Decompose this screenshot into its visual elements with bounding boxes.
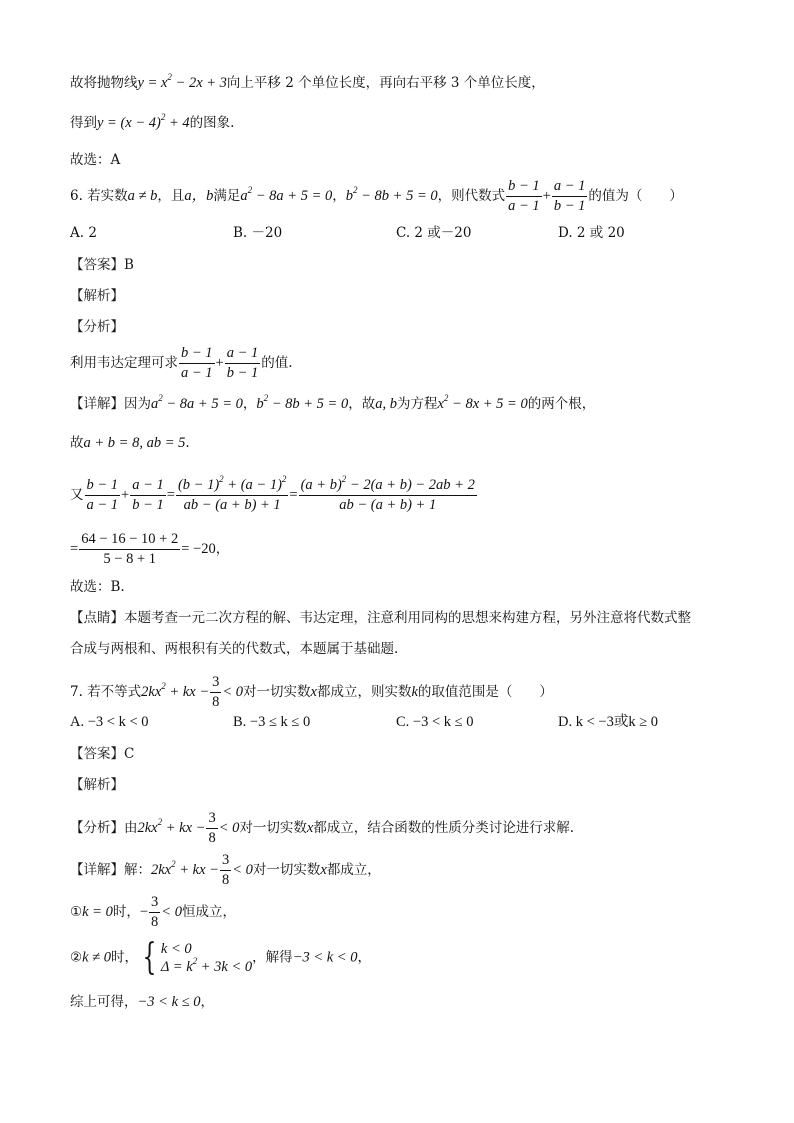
fraction: $\frac{a - 1}{b - 1}$ — [226, 345, 259, 381]
equation: k = 0 — [82, 904, 113, 920]
answer-label: 【答案】B — [70, 257, 134, 273]
result: = −20 — [181, 541, 216, 557]
analysis-label: 【解析】 — [70, 777, 124, 793]
text: . — [185, 435, 190, 451]
equation: a + b = 8, ab = 5 — [83, 435, 186, 451]
text: 故将抛物线 — [70, 75, 138, 91]
equation: $2kx^2$ + kx − — [137, 817, 206, 836]
equation: < 0 — [222, 684, 244, 700]
detail-line-1 — [70, 395, 595, 413]
text: 的图象. — [189, 115, 235, 131]
system-of-inequalities: k < 0 $\Delta = k^2 + 3k < 0$ — [160, 941, 253, 975]
choice-line: 故选：B. — [70, 579, 125, 595]
reasoning-line: 【分析】由$2kx^2$ + kx − $\frac{3}{8}$ < 0对一切实数x都成立，结合函数的性质分类讨论进行求解. — [70, 810, 575, 846]
text: ， — [242, 396, 257, 412]
question-7: 7. 若不等式$2kx^2$ + kx − $\frac{3}{8}$ < 0对一切实数x都成立，则实数k的取值范围是（ ） — [70, 674, 553, 710]
text: 6. 若实数 — [70, 188, 128, 204]
text: 为方程 — [396, 396, 438, 412]
detail-line-4: = $\frac{64 - 16 - 10 + 2}{5 - 8 + 1}$ = −20， — [70, 531, 230, 567]
equation: $a^2 - 8a + 5 = 0$ — [151, 393, 243, 412]
brace: { — [142, 937, 157, 978]
text: 对一切实数 — [243, 684, 311, 700]
analysis-label: 【解析】 — [70, 288, 124, 304]
fraction: $\frac{a - 1}{b - 1}$ — [132, 477, 164, 513]
equation: $x^2 - 8x + 5 = 0$ — [437, 393, 528, 412]
text: 的两个根， — [527, 396, 596, 412]
text: 得到 — [70, 115, 97, 131]
fraction: $\frac{(a + b)^2 - 2(a + b) - 2ab + 2}{ab - (a + b) + 1}$ — [300, 474, 475, 513]
option-c: C. −3 < k ≤ 0 — [396, 714, 474, 730]
detail-line-1: 【详解】解：$2kx^2$ + kx − $\frac{3}{8}$ < 0对一切实数x都成立， — [70, 852, 381, 888]
text: 的值. — [261, 355, 293, 371]
text: 利用韦达定理可求 — [70, 355, 178, 371]
text: 故 — [70, 435, 84, 451]
fraction: $\frac{3}{8}$ — [212, 674, 220, 710]
case-1: ①k = 0时，− $\frac{3}{8}$ < 0恒成立， — [70, 894, 236, 930]
reasoning-text: 利用韦达定理可求 $\frac{b - 1}{a - 1}$ + $\frac{a - 1}{b - 1}$ 的值. — [70, 345, 293, 381]
fraction: $\frac{b - 1}{a - 1}$ — [181, 345, 213, 381]
text: 向上平移 2 个单位长度，再向右平移 3 个单位长度， — [226, 75, 545, 91]
fraction: $\frac{b - 1}{a - 1}$ — [86, 477, 119, 513]
equation: $a^2 - 8a + 5 = 0$ — [240, 185, 333, 204]
case-2: ②k ≠ 0时， { k < 0 $\Delta = k^2 + 3k < 0$ ，解得−3 < k < 0， — [70, 937, 371, 978]
fraction: $\frac{3}{8}$ — [151, 894, 159, 930]
equation: $y = (x - 4)^2 + 4$ — [97, 112, 190, 131]
summary-line: 综上可得，−3 < k ≤ 0， — [70, 994, 214, 1010]
detail-line-3: 又 $\frac{b - 1}{a - 1}$ + $\frac{a - 1}{b - 1}$ = $\frac{(b - 1)^2 + (a - 1)^2}{ab - (a + b) + 1}$ = $\frac{(a + b)^2 - 2(a + b) - 2ab + 2}{ab - (a + b) + 1}$ — [70, 474, 475, 513]
equation: $b^2 - 8b + 5 = 0$ — [345, 185, 438, 204]
text: ，且 — [157, 188, 185, 204]
detail-line-2 — [70, 434, 190, 452]
text: 的取值范围是（ ） — [417, 684, 553, 700]
result: −3 < k < 0 — [292, 949, 358, 966]
text: 的值为（ ） — [588, 188, 683, 204]
option-a: A. 2 — [70, 225, 97, 241]
option-d: D. 2 或 20 — [558, 225, 625, 241]
fraction: $\frac{(b - 1)^2 + (a - 1)^2}{ab - (a + b) + 1}$ — [177, 474, 287, 513]
answer-label: 【答案】C — [70, 746, 135, 762]
equation: a ≠ b — [127, 188, 158, 204]
text: 都成立，则实数 — [316, 684, 412, 700]
option-b: B. －20 — [233, 225, 283, 241]
text: 又 — [70, 487, 84, 503]
text-line-2 — [70, 114, 234, 132]
option-b: B. −3 ≤ k ≤ 0 — [233, 714, 311, 730]
variables: a，b — [184, 188, 214, 204]
fraction: $\frac{3}{8}$ — [221, 852, 230, 888]
option-c: C. 2 或－20 — [396, 225, 472, 241]
fraction: $\frac{b - 1}{a - 1}$ — [508, 178, 540, 214]
reasoning-label: 【分析】 — [70, 319, 124, 335]
text-line-1 — [70, 74, 545, 92]
comment-line-2: 合成与两根和、两根积有关的代数式，本题属于基础题. — [70, 641, 399, 657]
option-a: A. −3 < k < 0 — [70, 714, 149, 730]
equation: $2kx^2$ + kx − — [141, 681, 210, 700]
equation: $2kx^2$ + kx − — [151, 859, 219, 878]
text: ，故 — [348, 396, 376, 412]
text: 因为 — [124, 396, 151, 412]
text: ， — [332, 188, 346, 204]
equation: k ≠ 0 — [82, 949, 112, 966]
option-d: D. k < −3或k ≥ 0 — [558, 714, 659, 730]
result: −3 < k ≤ 0 — [137, 994, 201, 1010]
text: 7. 若不等式 — [70, 684, 142, 700]
plus-sign: + — [542, 188, 551, 204]
fraction: $\frac{3}{8}$ — [208, 810, 216, 846]
text: 满足 — [213, 188, 241, 204]
detail-label: 【详解】 — [70, 396, 124, 412]
fraction: $\frac{64 - 16 - 10 + 2}{5 - 8 + 1}$ — [81, 531, 179, 567]
text: ，则代数式 — [437, 188, 506, 204]
comment-line-1: 【点睛】本题考查一元二次方程的解、韦达定理，注意利用同构的思想来构建方程，另外注意将代数式整 — [70, 610, 691, 626]
equation: $b^2 - 8b + 5 = 0$ — [256, 393, 349, 412]
question-6 — [70, 178, 683, 215]
equation: $y = x^2 - 2x + 3$ — [137, 72, 227, 91]
detail-label: 【详解】 — [70, 862, 124, 878]
reasoning-label: 【分析】 — [70, 820, 124, 836]
fraction: $\frac{a - 1}{b - 1}$ — [553, 178, 586, 214]
answer-line-q5: 故选：A — [70, 152, 121, 168]
variables: a, b — [375, 396, 397, 412]
